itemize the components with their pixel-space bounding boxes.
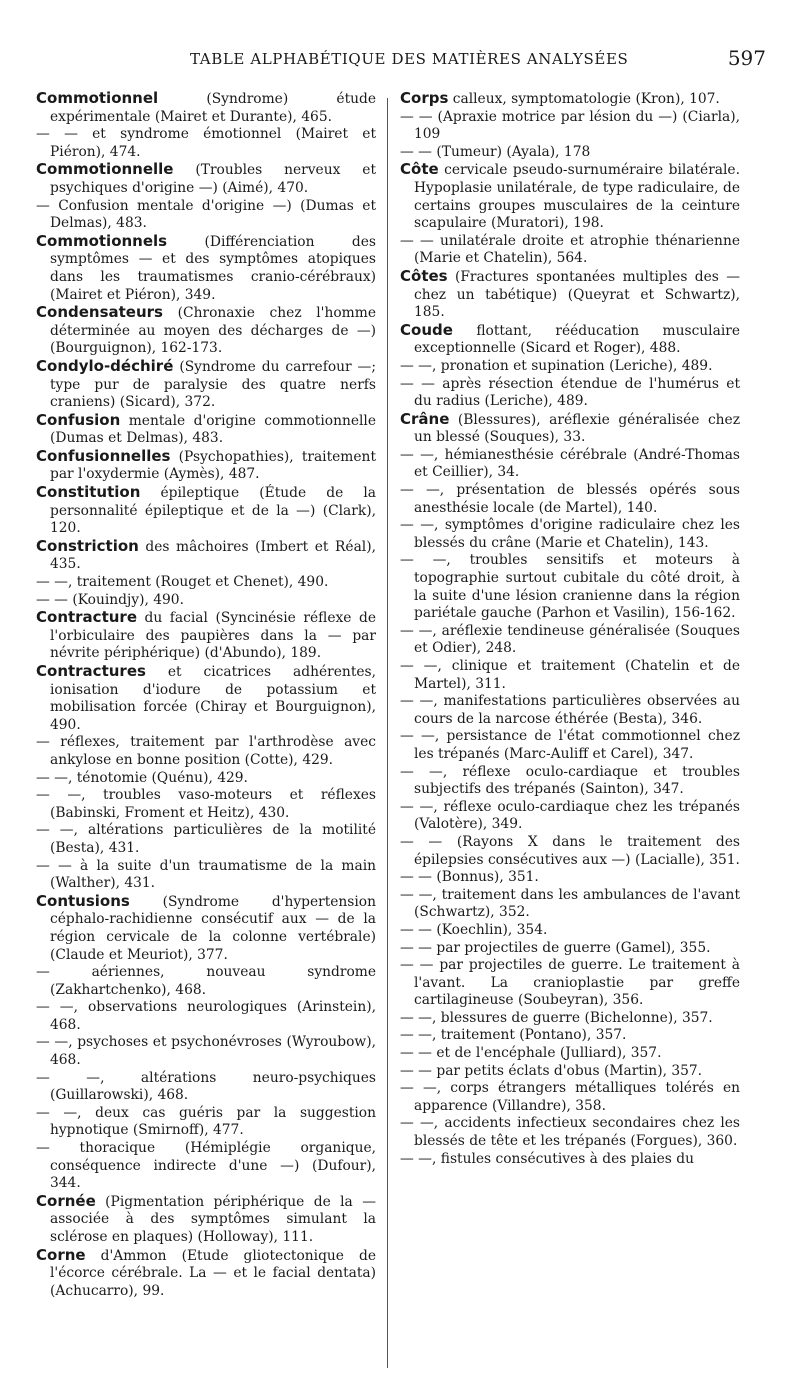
entry-text: — réflexes, traitement par l'arthrodèse avec ankylose en bonne position (Cotte), 429. [36, 734, 376, 768]
entry-text: (Syndrome) étude expérimentale (Mairet et Durante), 465. [50, 91, 376, 125]
index-entry [400, 517, 740, 552]
index-column-left [36, 90, 376, 1300]
index-entry [400, 1010, 740, 1028]
entry-text: — —, ténotomie (Quénu), 429. [36, 769, 248, 786]
entry-text: — —, blessures de guerre (Bichelonne), 357. [400, 1009, 713, 1026]
index-entry [36, 787, 376, 822]
entry-headword: Coude [400, 320, 453, 339]
index-entry [400, 358, 740, 376]
index-entry [36, 233, 376, 304]
index-entry [36, 538, 376, 574]
index-entry [400, 1045, 740, 1063]
entry-headword: Côte [400, 160, 439, 179]
page-number: 597 [727, 46, 766, 70]
index-entry [36, 609, 376, 663]
index-entry [36, 1105, 376, 1140]
index-entry [36, 592, 376, 610]
index-entry [36, 358, 376, 412]
entry-text: — —, traitement (Pontano), 357. [400, 1027, 627, 1044]
index-entry [36, 1070, 376, 1105]
index-entry [400, 90, 740, 109]
entry-text: — —, altérations particulières de la motilité (Besta), 431. [36, 822, 376, 856]
entry-text: — — par projectiles de guerre (Gamel), 355. [400, 939, 711, 956]
index-entry [36, 574, 376, 592]
index-entry [36, 734, 376, 769]
entry-headword: Crâne [400, 409, 450, 428]
page-header [0, 46, 800, 76]
index-entry [36, 90, 376, 126]
entry-text: — —, aréflexie tendineuse généralisée (Souques et Odier), 248. [400, 622, 740, 657]
index-entry [400, 322, 740, 358]
entry-text: — —, manifestations particulières observées au cours de la narcose éthérée (Besta), 346. [400, 693, 740, 727]
entry-text: — — (Koechlin), 354. [400, 921, 548, 938]
entry-headword: Côtes [400, 266, 448, 285]
entry-text: — —, deux cas guéris par la suggestion hypnotique (Smirnoff), 477. [36, 1104, 376, 1139]
index-entry [400, 552, 740, 622]
entry-text: flottant, rééducation musculaire exceptionnelle (Sicard et Roger), 488. [414, 322, 740, 357]
entry-text: cervicale pseudo-surnuméraire bilatérale. Hypoplasie unilatérale, de type radiculaire, de certains groupes musculaires de la ceinture scapulaire (Muratori), 198. [414, 162, 740, 232]
index-entry [400, 1151, 740, 1169]
index-entry [400, 144, 740, 162]
index-entry [400, 233, 740, 268]
entry-headword: Commotionnel [36, 89, 159, 107]
index-entry [400, 161, 740, 232]
index-entry [36, 412, 376, 448]
entry-text: épileptique (Étude de la personnalité épileptique et de la —) (Clark), 120. [50, 485, 376, 537]
entry-text: — — à la suite d'un traumatisme de la main (Walther), 431. [36, 857, 376, 892]
entry-text: — —, troubles sensitifs et moteurs à topographie surtout cubitale du côté droit, à la suite d'une lésion cranienne dans la région pariétale gauche (Parhon et Vasilin), 156-162. [400, 552, 740, 622]
entry-headword: Condylo-déchiré [36, 356, 174, 375]
entry-headword: Condensateurs [36, 303, 163, 322]
entry-text: — —, persistance de l'état commotionnel chez les trépanés (Marc-Auliff et Carel), 347. [400, 728, 740, 762]
index-entry [400, 922, 740, 940]
entry-text: — —, corps étrangers métalliques tolérés en apparence (Villandre), 358. [400, 1080, 740, 1114]
entry-text: (Différenciation des symptômes — et des symptômes atopiques dans les traumatismes cranio-cérébraux) (Mairet et Piéron), 349. [50, 233, 376, 303]
running-title: TABLE ALPHABÉTIQUE DES MATIÈRES ANALYSÉES [190, 50, 629, 68]
index-entry [36, 198, 376, 233]
index-entry [36, 161, 376, 197]
index-column-right [400, 90, 740, 1168]
entry-text: — thoracique (Hémiplégie organique, conséquence indirecte d'une —) (Dufour), 344. [36, 1140, 376, 1192]
entry-text: et cicatrices adhérentes, ionisation d'iodure de potassium et mobilisation forcée (Chiray et Bourguignon), 490. [50, 664, 376, 733]
entry-text: (Blessures), aréflexie généralisée chez un blessé (Souques), 33. [414, 411, 740, 446]
entry-headword: Corps [400, 89, 449, 107]
entry-headword: Contusions [36, 891, 130, 910]
entry-text: — —, pronation et supination (Leriche), 489. [400, 357, 713, 374]
index-entry [400, 869, 740, 887]
entry-headword: Commotionnels [36, 231, 168, 250]
index-entry [400, 957, 740, 1010]
entry-headword: Contracture [36, 608, 137, 627]
entry-text: des mâchoires (Imbert et Réal), 435. [50, 538, 376, 573]
entry-text: — —, traitement dans les ambulances de l'avant (Schwartz), 352. [400, 886, 740, 921]
column-divider [387, 98, 388, 1368]
entry-text: mentale d'origine commotionnelle (Dumas et Delmas), 483. [50, 412, 376, 447]
index-entry [36, 964, 376, 999]
index-entry [400, 1115, 740, 1150]
index-entry [36, 484, 376, 538]
index-entry [400, 411, 740, 447]
entry-text: (Pigmentation périphérique de la — associée à des symptômes simulant la sclérose en plaques) (Holloway), 111. [50, 1193, 376, 1245]
index-entry [400, 623, 740, 658]
entry-headword: Commotionnelle [36, 160, 174, 179]
entry-text: — —, accidents infectieux secondaires chez les blessés de tête et les trépanés (Forgues), 360. [400, 1115, 740, 1150]
entry-text: — —, traitement (Rouget et Chenet), 490. [36, 574, 329, 591]
entry-text: — — (Kouindjy), 490. [36, 591, 184, 608]
entry-text: du facial (Syncinésie réflexe de l'orbiculaire des paupières dans la — par névrite périphérique) (d'Abundo), 189. [50, 610, 376, 662]
entry-text: — — par projectiles de guerre. Le traitement à l'avant. La cranioplastie par greffe cartilagineuse (Soubeyran), 356. [400, 957, 740, 1009]
entry-text: — —, fistules consécutives à des plaies du [400, 1150, 694, 1167]
entry-headword: Corne [36, 1245, 86, 1264]
entry-text: — —, réflexe oculo-cardiaque et troubles subjectifs des trépanés (Sainton), 347. [400, 763, 740, 798]
index-entry [400, 799, 740, 834]
index-entry [400, 109, 740, 144]
index-entry [400, 728, 740, 763]
index-entry [400, 1080, 740, 1115]
entry-text: — — (Rayons X dans le traitement des épilepsies consécutives aux —) (Lacialle), 351. [400, 833, 740, 868]
entry-text: — — (Tumeur) (Ayala), 178 [400, 143, 591, 160]
entry-headword: Confusion [36, 410, 121, 429]
entry-text: (Chronaxie chez l'homme déterminée au moyen des décharges de —) (Bourguignon), 162-173. [50, 305, 376, 357]
entry-text: — aériennes, nouveau syndrome (Zakhartchenko), 468. [36, 964, 376, 998]
index-entry [400, 658, 740, 693]
entry-text: — — (Bonnus), 351. [400, 869, 539, 886]
entry-text: — —, hémianesthésie cérébrale (André-Thomas et Ceillier), 34. [400, 446, 740, 481]
index-entry [36, 663, 376, 734]
entry-headword: Contractures [36, 662, 146, 680]
index-entry [36, 448, 376, 484]
entry-text: — — et syndrome émotionnel (Mairet et Piéron), 474. [36, 126, 376, 160]
index-entry [400, 693, 740, 728]
entry-headword: Cornée [36, 1191, 96, 1210]
entry-text: — —, présentation de blessés opérés sous anesthésie locale (de Martel), 140. [400, 482, 740, 516]
index-entry [36, 126, 376, 161]
index-entry [400, 376, 740, 411]
index-entry [36, 822, 376, 857]
entry-text: — —, observations neurologiques (Arinstein), 468. [36, 999, 376, 1033]
entry-headword: Constitution [36, 483, 141, 502]
index-entry [400, 834, 740, 869]
index-entry [36, 1140, 376, 1193]
entry-text: — —, troubles vaso-moteurs et réflexes (Babinski, Froment et Heitz), 430. [36, 787, 376, 821]
entry-text: — —, clinique et traitement (Chatelin et de Martel), 311. [400, 658, 740, 692]
index-entry [36, 304, 376, 358]
index-entry [400, 1027, 740, 1045]
index-entry [36, 999, 376, 1034]
entry-text: — — et de l'encéphale (Julliard), 357. [400, 1045, 662, 1062]
entry-headword: Constriction [36, 536, 139, 555]
entry-text: (Psychopathies), traitement par l'oxydermie (Aymès), 487. [50, 448, 376, 483]
index-entry [400, 764, 740, 799]
index-entry [400, 268, 740, 322]
index-entry [36, 893, 376, 964]
entry-text: — —, altérations neuro-psychiques (Guillarowski), 468. [36, 1069, 376, 1104]
entry-text: (Syndrome d'hypertension céphalo-rachidienne consécutif aux — de la région cervicale de la colonne vertébrale) (Claude et Meuriot), 377. [50, 893, 376, 963]
index-entry [36, 1247, 376, 1301]
entry-text: — — par petits éclats d'obus (Martin), 357. [400, 1062, 703, 1079]
entry-text: — —, symptômes d'origine radiculaire chez les blessés du crâne (Marie et Chatelin), 143. [400, 517, 740, 551]
entry-text: (Troubles nerveux et psychiques d'origine —) (Aimé), 470. [50, 162, 376, 196]
index-entry [400, 940, 740, 958]
entry-text: — — (Apraxie motrice par lésion du —) (Ciarla), 109 [400, 108, 740, 143]
index-entry [36, 770, 376, 788]
entry-text: — Confusion mentale d'origine —) (Dumas et Delmas), 483. [36, 197, 376, 232]
entry-text: (Syndrome du carrefour —; type pur de paralysie des quatre nerfs craniens) (Sicard), 372. [50, 358, 376, 411]
entry-text: calleux, symptomatologie (Kron), 107. [448, 91, 720, 107]
index-entry [36, 1193, 376, 1247]
index-entry [400, 447, 740, 482]
index-entry [400, 482, 740, 517]
entry-text: — —, psychoses et psychonévroses (Wyroubow), 468. [36, 1034, 376, 1069]
entry-text: — —, réflexe oculo-cardiaque chez les trépanés (Valotère), 349. [400, 798, 740, 833]
index-entry [36, 1034, 376, 1069]
index-entry [400, 1063, 740, 1081]
index-entry [400, 887, 740, 922]
entry-text: — — après résection étendue de l'humérus et du radius (Leriche), 489. [400, 375, 740, 410]
index-entry [36, 858, 376, 893]
entry-text: — — unilatérale droite et atrophie thénarienne (Marie et Chatelin), 564. [400, 232, 740, 267]
entry-text: (Fractures spontanées multiples des — chez un tabétique) (Queyrat et Schwartz), 185. [414, 268, 740, 321]
entry-text: d'Ammon (Etude gliotectonique de l'écorce cérébrale. La — et le facial dentata) (Achucarro), 99. [50, 1247, 376, 1299]
entry-headword: Confusionnelles [36, 446, 171, 465]
